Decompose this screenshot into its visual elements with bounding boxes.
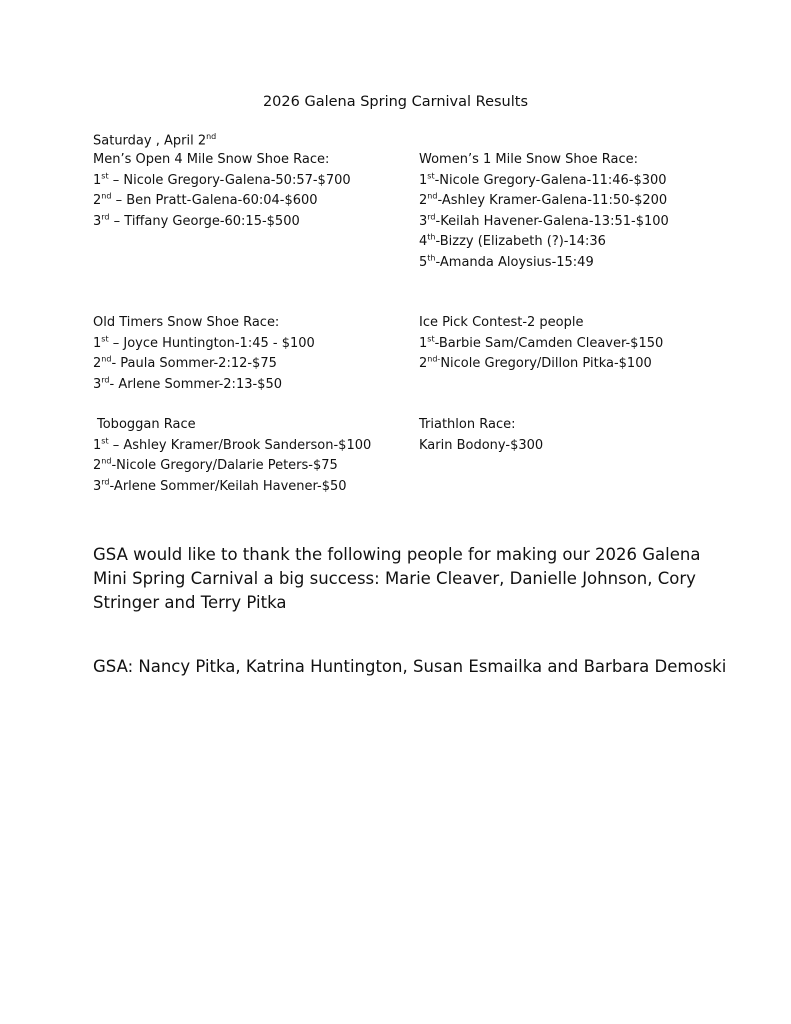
result-line bbox=[419, 253, 669, 274]
event-date-ordinal: nd bbox=[206, 132, 217, 141]
result-text: Nicole Gregory/Dillon Pitka-$100 bbox=[440, 356, 652, 371]
place-number: 3 bbox=[93, 376, 102, 392]
place-number: 1 bbox=[93, 335, 102, 351]
section-title: Toboggan Race bbox=[97, 417, 196, 432]
section-title: Triathlon Race: bbox=[419, 417, 516, 432]
result-text: – Nicole Gregory-Galena-50:57-$700 bbox=[108, 172, 351, 188]
document-title: 2026 Galena Spring Carnival Results bbox=[262, 94, 529, 110]
result-text: -Keilah Havener-Galena-13:51-$100 bbox=[435, 213, 669, 229]
result-line bbox=[93, 375, 315, 396]
place-ordinal: nd bbox=[101, 354, 112, 364]
result-line bbox=[93, 436, 371, 457]
result-text: - Paula Sommer-2:12-$75 bbox=[111, 356, 277, 371]
place-number: 3 bbox=[93, 213, 102, 229]
result-text: -Ashley Kramer-Galena-11:50-$200 bbox=[437, 193, 668, 208]
place-ordinal: nd bbox=[427, 191, 438, 201]
place-number: 2 bbox=[93, 193, 102, 208]
result-text: – Ben Pratt-Galena-60:04-$600 bbox=[111, 193, 318, 208]
place-ordinal: rd bbox=[101, 477, 110, 487]
place-number: 3 bbox=[419, 213, 428, 229]
place-ordinal: st bbox=[101, 171, 109, 181]
place-ordinal: nd bbox=[101, 191, 112, 201]
result-line bbox=[419, 212, 669, 233]
ice-pick-results bbox=[419, 313, 663, 375]
place-ordinal: rd bbox=[101, 375, 110, 385]
result-line bbox=[93, 334, 315, 355]
place-number: 3 bbox=[93, 478, 102, 494]
result-line bbox=[93, 354, 315, 375]
place-number: 5 bbox=[419, 254, 428, 270]
place-ordinal: st bbox=[427, 171, 435, 181]
section-title: Women’s 1 Mile Snow Shoe Race: bbox=[419, 152, 638, 167]
result-line bbox=[93, 212, 351, 233]
place-ordinal: rd bbox=[427, 212, 436, 222]
place-number: 1 bbox=[93, 172, 102, 188]
result-text: -Barbie Sam/Camden Cleaver-$150 bbox=[434, 335, 664, 351]
result-text: -Amanda Aloysius-15:49 bbox=[435, 254, 594, 270]
place-number: 2 bbox=[419, 193, 428, 208]
result-text: -Nicole Gregory-Galena-11:46-$300 bbox=[434, 172, 667, 188]
event-date bbox=[93, 127, 216, 151]
gsa-members-paragraph: GSA: Nancy Pitka, Katrina Huntington, Susan Esmailka and Barbara Demoski bbox=[93, 657, 727, 676]
result-line bbox=[419, 171, 669, 192]
place-number: 4 bbox=[419, 234, 428, 249]
event-date-text: Saturday , April 2 bbox=[93, 133, 207, 149]
result-text: Karin Bodony-$300 bbox=[419, 437, 544, 453]
thank-you-paragraph: GSA would like to thank the following people for making our 2026 Galena Mini Spring Carnival a big success: Marie Cleaver, Danielle Johnson, Cory Stringer and Terry Pitka bbox=[93, 545, 701, 612]
place-ordinal: rd bbox=[101, 212, 110, 222]
place-number: 1 bbox=[419, 172, 428, 188]
place-number: 1 bbox=[93, 437, 102, 453]
toboggan-results bbox=[93, 415, 372, 497]
result-line bbox=[93, 191, 351, 212]
result-text: – Ashley Kramer/Brook Sanderson-$100 bbox=[108, 437, 372, 453]
result-text: – Joyce Huntington-1:45 - $100 bbox=[108, 335, 315, 351]
place-number: 2 bbox=[93, 458, 102, 473]
result-text: -Arlene Sommer/Keilah Havener-$50 bbox=[109, 478, 347, 494]
result-line bbox=[419, 232, 669, 253]
section-title: Men’s Open 4 Mile Snow Shoe Race: bbox=[93, 152, 330, 167]
womens-mile-results bbox=[419, 150, 669, 273]
result-text: – Tiffany George-60:15-$500 bbox=[109, 213, 300, 229]
result-line bbox=[419, 354, 663, 375]
triathlon-results bbox=[419, 415, 543, 456]
section-title: Old Timers Snow Shoe Race: bbox=[93, 315, 280, 330]
result-line bbox=[93, 456, 371, 477]
place-number: 1 bbox=[419, 335, 428, 351]
place-ordinal: nd bbox=[101, 456, 112, 466]
place-ordinal: th bbox=[427, 232, 436, 242]
result-line bbox=[93, 171, 351, 192]
result-line bbox=[93, 477, 371, 498]
result-text: -Bizzy (Elizabeth (?)-14:36 bbox=[435, 234, 606, 249]
place-ordinal: nd- bbox=[427, 354, 441, 364]
result-text: -Nicole Gregory/Dalarie Peters-$75 bbox=[111, 458, 338, 473]
place-ordinal: st bbox=[101, 436, 109, 446]
old-timers-results bbox=[93, 313, 315, 395]
place-ordinal: st bbox=[427, 334, 435, 344]
result-text: - Arlene Sommer-2:13-$50 bbox=[109, 376, 282, 392]
result-line bbox=[419, 436, 543, 457]
result-line bbox=[419, 334, 663, 355]
place-ordinal: st bbox=[101, 334, 109, 344]
mens-open-results bbox=[93, 150, 351, 232]
place-ordinal: th bbox=[427, 253, 436, 263]
place-number: 2 bbox=[93, 356, 102, 371]
result-line bbox=[419, 191, 669, 212]
place-number: 2 bbox=[419, 356, 428, 371]
section-title: Ice Pick Contest-2 people bbox=[419, 315, 584, 330]
